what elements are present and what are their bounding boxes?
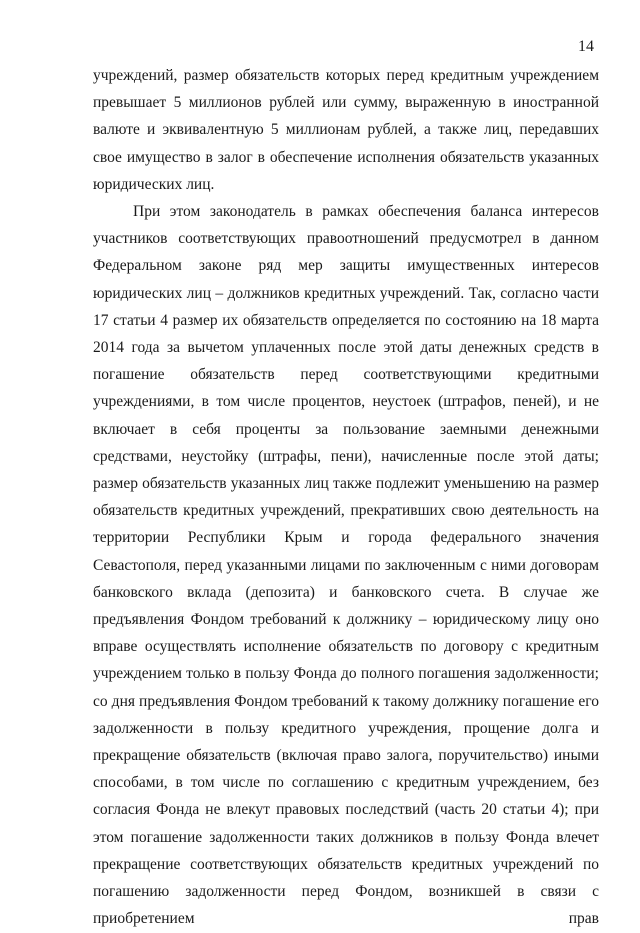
paragraph-1: учреждений, размер обязательств которых перед кредитным учреждением превышает 5 миллионов рублей или сумму, выраженную в иностранной валюте и эквивалентную 5 миллионам рублей, а также лиц, передавших свое имущество в залог в обеспечение исполнения обязательств указанных юридических лиц. xyxy=(93,67,599,193)
paragraph-2: При этом законодатель в рамках обеспечения баланса интересов участников соответствующих правоотношений предусмотрел в данном Федеральном законе ряд мер защиты имущественных интересов юридических лиц – должников кредитных учреждений. Так, согласно части 17 статьи 4 размер их обязательств определяется по состоянию на 18 марта 2014 года за вычетом уплаченных после этой даты денежных средств в погашение обязательств перед соответствующими кредитными учреждениями, в том числе процентов, неустоек (штрафов, пеней), и не включает в себя проценты за пользование заемными денежными средствами, неустойку (штрафы, пени), начисленные после этой даты; размер обязательств указанных лиц также подлежит уменьшению на размер обязательств кредитных учреждений, прекративших свою деятельность на территории Республики Крым и города федерального значения Севастополя, перед указанными лицами по заключенным с ними договорам банковского вклада (депозита) и банковского счета. В случае же предъявления Фондом требований к должнику – юридическому лицу оно вправе осуществлять исполнение обязательств по договору с кредитным учреждением только в пользу Фонда до полного погашения задолженности; со дня предъявления Фондом требований к такому должнику погашение его задолженности в пользу кредитного учреждения, прощение долга и прекращение обязательств (включая право залога, поручительство) иными способами, в том числе по соглашению с кредитным учреждением, без согласия Фонда не влекут правовых последствий (часть 20 статьи 4); при этом погашение задолженности таких должников в пользу Фонда влечет прекращение соответствующих обязательств кредитных учреждений по погашению задолженности перед Фондом, возникшей в связи с приобретением прав xyxy=(93,203,599,928)
page-number: 14 xyxy=(578,38,594,55)
body-text xyxy=(93,62,599,933)
